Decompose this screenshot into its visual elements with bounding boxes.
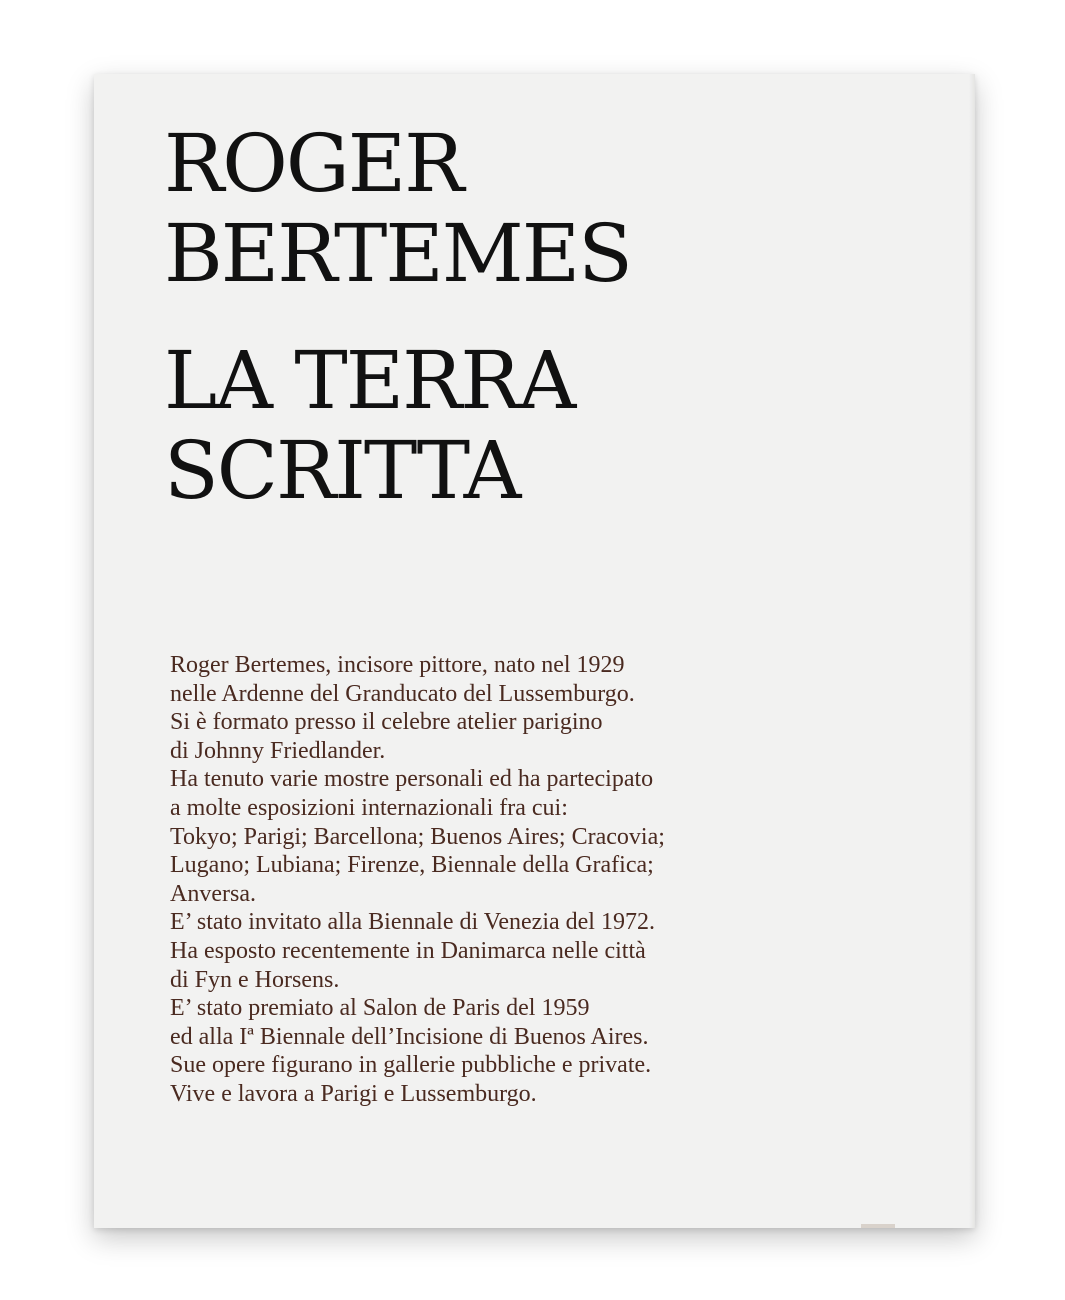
bio-line: Tokyo; Parigi; Barcellona; Buenos Aires; Cracovia; bbox=[170, 823, 665, 850]
bio-line: Roger Bertemes, incisore pittore, nato nel 1929 bbox=[170, 652, 625, 678]
book-title-line-1: LA TERRA bbox=[164, 334, 575, 427]
book-title bbox=[164, 336, 574, 516]
author-name bbox=[164, 119, 631, 299]
book-title-line-2: SCRITTA bbox=[164, 424, 520, 517]
bio-line: Vive e lavora a Parigi e Lussemburgo. bbox=[170, 1080, 537, 1107]
bio-line: di Fyn e Horsens. bbox=[170, 966, 340, 993]
author-first-name: ROGER bbox=[164, 117, 463, 210]
bio-line: Lugano; Lubiana; Firenze, Biennale della Grafica; bbox=[170, 852, 654, 879]
author-last-name: BERTEMES bbox=[164, 207, 631, 300]
bio-line: di Johnny Friedlander. bbox=[170, 737, 386, 764]
author-biography bbox=[170, 651, 665, 1109]
bio-line: Anversa. bbox=[170, 880, 256, 907]
bio-line: nelle Ardenne del Granducato del Lussemburgo. bbox=[170, 680, 635, 707]
bio-line: E’ stato invitato alla Biennale di Venezia del 1972. bbox=[170, 909, 655, 936]
paper-scuff-mark bbox=[861, 1224, 895, 1228]
book-cover bbox=[94, 74, 975, 1228]
bio-line: Si è formato presso il celebre atelier parigino bbox=[170, 709, 603, 736]
bio-line: ed alla Iª Biennale dell’Incisione di Buenos Aires. bbox=[170, 1023, 649, 1050]
bio-line: Ha esposto recentemente in Danimarca nelle città bbox=[170, 937, 646, 964]
bio-line: a molte esposizioni internazionali fra cui: bbox=[170, 794, 568, 821]
bio-line: Ha tenuto varie mostre personali ed ha partecipato bbox=[170, 766, 654, 793]
bio-line: Sue opere figurano in gallerie pubbliche e private. bbox=[170, 1052, 652, 1079]
bio-line: E’ stato premiato al Salon de Paris del 1959 bbox=[170, 995, 590, 1022]
